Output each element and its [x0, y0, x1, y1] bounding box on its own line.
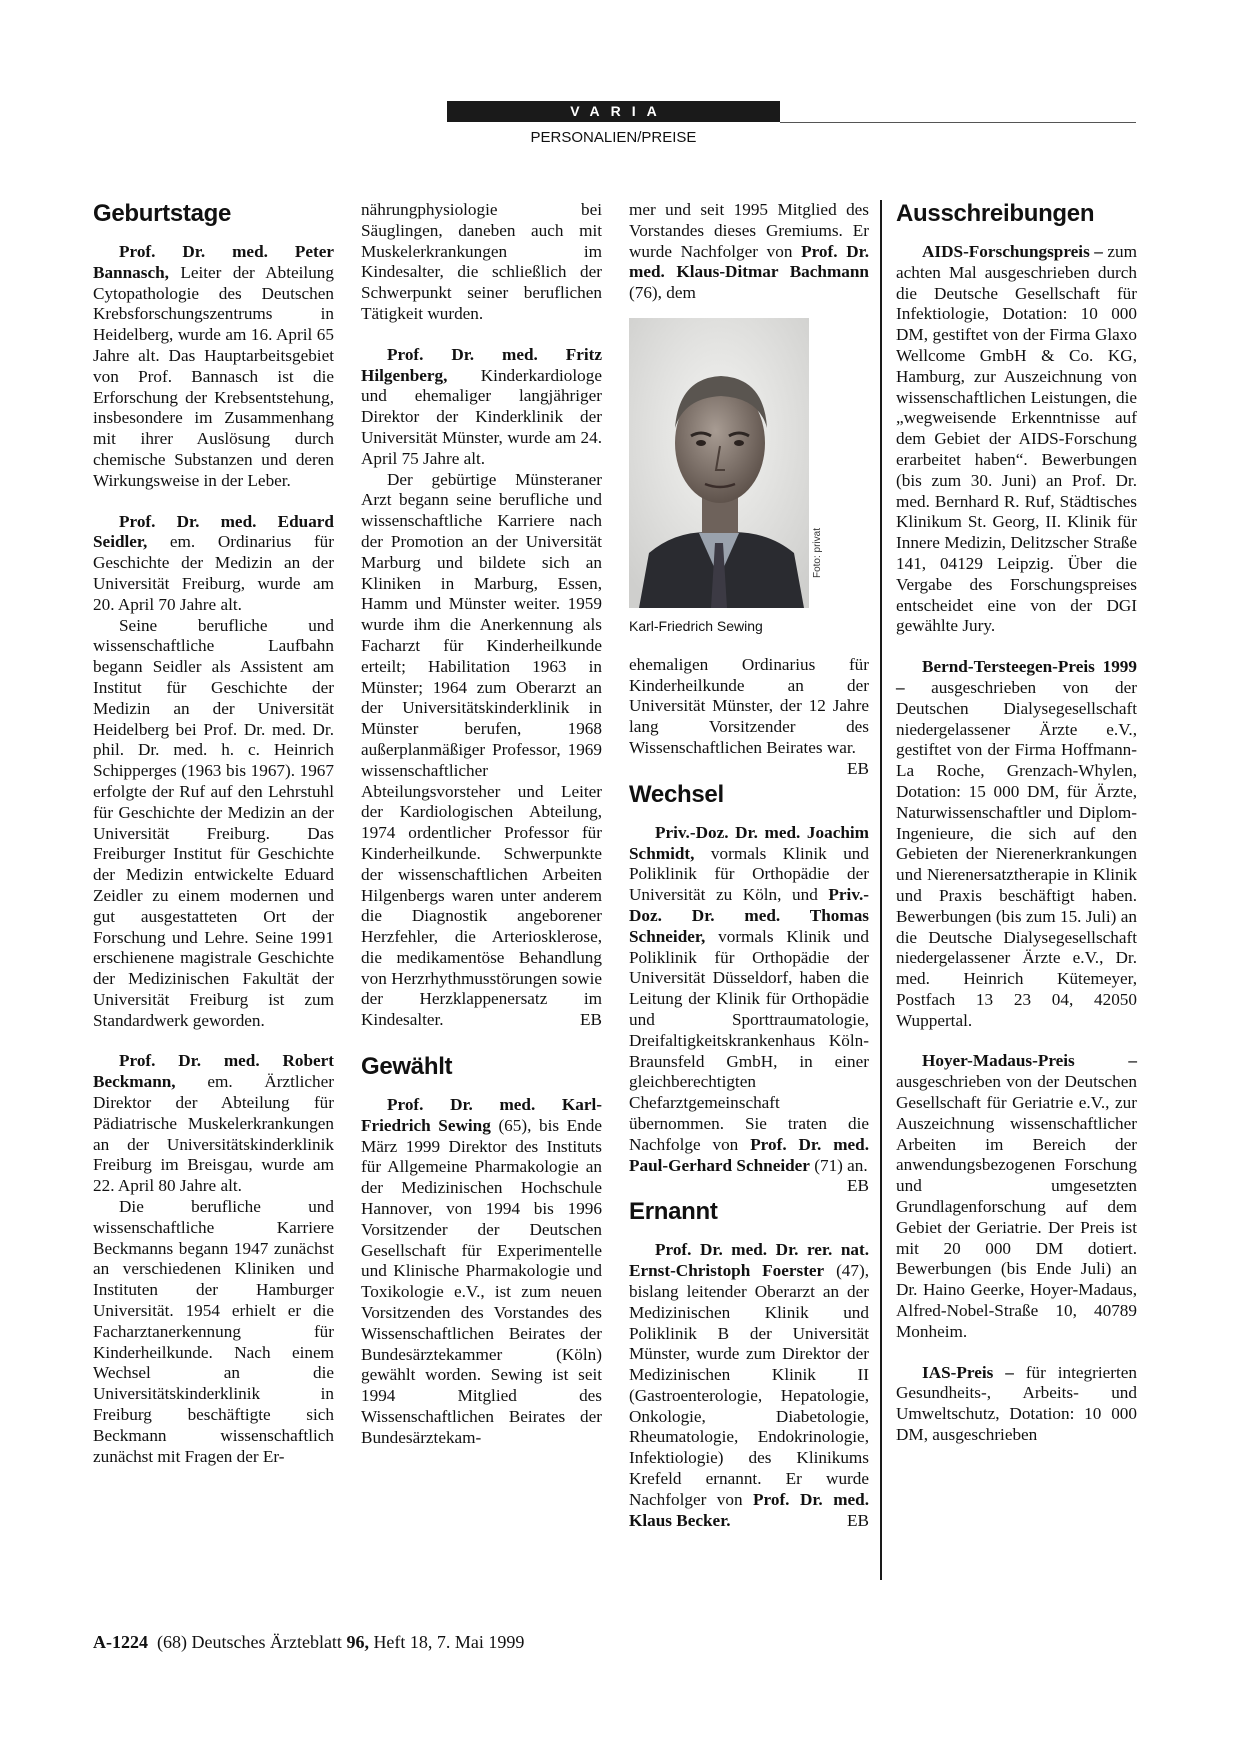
section-subheader: PERSONALIEN/PREISE: [530, 129, 697, 146]
name-schneider: Priv.-Doz. Dr. med. Thomas Schneider,: [629, 885, 869, 946]
entry-beckmann: [93, 1051, 334, 1197]
name-sewing: Prof. Dr. med. Karl-Friedrich Sewing: [361, 1095, 602, 1135]
name-tersteegen-preis: Bernd-Tersteegen-Preis 1999 –: [896, 657, 1137, 697]
entry-hoyer-madaus-preis: Hoyer-Madaus-Preis – ausgeschrieben von der Deutschen Gesellschaft für Geriatrie e.V., zur Auszeichnung wissenschaftlicher Arbeiten im Bereich der anwendungsbezogenen Forschung und umgesetzten Grundlagenforschung auf dem Gebiet der Geriatrie. Der Preis ist mit 20 000 DM dotiert. Bewerbungen (bis Ende Juli) an Dr. Haino Geerke, Hoyer-Madaus, Alfred-Nobel-Straße 10, 40789 Monheim.: [896, 1051, 1137, 1341]
text-seidler-2: Seine berufliche und wissenschaftliche Laufbahn begann Seidler als Assistent am Institut für Geschichte der Medizin an der Universität Heidelberg bei Prof. Dr. med. Dr. phil. Dr. med. h. c. Heinrich Schipperges (1963 bis 1967). 1967 erfolgte der Ruf auf den Lehrstuhl für Geschichte der Medizin an der Universität Freiburg. Das Freiburger Institut für Geschichte der Medizin entwickelte Eduard Zeidler zu einem modernen und gut ausgestatteten Ort der Forschung und Lehre. Seine 1991 erschienene magistrale Geschichte der Medizinischen Fakultät der Universität Freiburg ist zum Standardwerk geworden.: [93, 615, 334, 1030]
header-rule: [780, 122, 1136, 123]
entry-foerster: Prof. Dr. med. Dr. rer. nat. Ernst-Christoph Foerster (47), bislang leitender Oberarzt an der Medizinischen Klinik und Poliklinik B der Universität Münster, wurde zum Direktor der Medizinischen Klinik II (Gastroenterologie, Hepatologie, Onkologie, Diabetologie, Rheumatologie, Endokrinologie, Infektiologie) des Klinikums Krefeld ernannt. Er wurde Nachfolger von Prof. Dr. med. Klaus Becker. EB: [629, 1240, 869, 1530]
text-sewing-cont: mer und seit 1995 Mitglied des Vorstandes dieses Gremiums. Er wurde Nachfolger von Prof. Dr. med. Klaus-Ditmar Bachmann (76), dem: [629, 200, 869, 303]
entry-bannasch: [93, 242, 334, 492]
name-beckmann: Prof. Dr. med. Robert Beckmann,: [93, 1051, 334, 1092]
entry-tersteegen-preis: Bernd-Tersteegen-Preis 1999 – ausgeschrieben von der Deutschen Dialysegesellschaft niedergelassener Ärzte e.V., gestiftet von der Firma Hoffmann-La Roche, Grenzach-Whylen, Dotation: 15 000 DM, für Ärzte, Naturwissenschaftler und Diplom-Ingenieure, die sich auf den Gebieten der Nierenerkrankungen und Nierenersatztherapie in Klinik und Praxis beschäftigt haben. Bewerbungen (bis zum 15. Juli) an die Deutsche Dialysegesellschaft niedergelassener Ärzte e.V., Dr. med. Heinrich Kütemeyer, Postfach 13 23 04, 42050 Wuppertal.: [896, 657, 1137, 1030]
photo-credit: Foto: privat: [812, 527, 824, 579]
column-1: [93, 200, 334, 1467]
column-2: [361, 200, 602, 1449]
name-ias-preis: IAS-Preis –: [922, 1362, 1014, 1382]
name-hilgenberg: Prof. Dr. med. Fritz Hilgenberg,: [361, 344, 602, 385]
heading-wechsel: Wechsel: [629, 780, 724, 808]
text-sewing: (65), bis Ende März 1999 Direktor des Instituts für Allgemeine Pharmakologie an der Medizinischen Hochschule Hannover, von 1994 bis 1996 Vorsitzender der Deutschen Gesellschaft für Experimentelle und Klinische Pharmakologie und Toxikologie e.V., ist zum neuen Vorsitzenden des Vorstandes des Wissenschaftlichen Beirates der Bundesärztekammer (Köln) gewählt worden. Sewing ist seit 1994 Mitglied des Wissenschaftlichen Beirates der Bundesärztekam-: [361, 1115, 602, 1447]
entry-aids-preis: AIDS-Forschungspreis – zum achten Mal ausgeschrieben durch die Deutsche Gesellschaft für Infektiologie, Dotation: 10 000 DM, gestiftet von der Firma Glaxo Wellcome GmbH & Co. KG, Hamburg, zur Auszeichnung von wissenschaftlichen Leistungen, die „wegweisende Erkenntnisse auf dem Gebiet der AIDS-Forschung erarbeitet haben“. Bewerbungen (bis zum 30. Juni) an Prof. Dr. med. Bernhard R. Ruf, Städtisches Klinikum St. Georg, II. Klinik für Innere Medizin, Delitzscher Straße 141, 04129 Leipzig. Über die Vergabe des Forschungspreises entscheidet eine von der DGI gewählte Jury.: [896, 242, 1138, 636]
signature: EB: [847, 1510, 869, 1530]
page-number: A-1224: [93, 1632, 148, 1652]
entry-ias-preis: IAS-Preis – für integrierten Gesundheits-, Arbeits- und Umweltschutz, Dotation: 10 000 DM, ausgeschrieben: [896, 1362, 1138, 1445]
page-footer: [93, 1632, 524, 1653]
entry-sewing: [361, 1095, 602, 1449]
heading-ausschreibungen: Ausschreibungen: [896, 200, 1095, 227]
heading-ernannt: Ernannt: [629, 1198, 718, 1226]
signature: EB: [847, 1176, 869, 1196]
name-pg-schneider: Prof. Dr. med. Paul-Gerhard Schneider: [629, 1134, 869, 1175]
volume-number: 96,: [346, 1632, 369, 1652]
column-3: [629, 200, 869, 1531]
portrait-photo: [629, 318, 824, 608]
signature: EB: [580, 1010, 602, 1030]
entry-hilgenberg: [361, 345, 602, 470]
text-hilgenberg: Kinderkardiologe und ehemaliger langjähriger Direktor der Kinderklinik der Universität Münster, wurde am 24. April 75 Jahre alt.: [361, 365, 602, 468]
entry-seidler: [93, 512, 334, 616]
column-4: [896, 200, 1137, 1446]
text-hilgenberg-2: Der gebürtige Münsteraner Arzt begann seine berufliche und wissenschaftliche Karriere nach der Promotion an der Universität Marburg und bildete sich an Kliniken in Marburg, Essen, Hamm und Münster weiter. 1959 wurde ihm die Anerkennung als Facharzt für Kinderheilkunde erteilt; Habilitation 1963 in Münster; 1964 zum Oberarzt an der Universitätskinderklinik in Münster berufen, 1968 außerplanmäßiger Professor, 1969 wissenschaftlicher Abteilungsvorsteher und Leiter der Kardiologischen Abteilung, 1974 ordentlicher Professor für Kinderheilkunde. Schwerpunkte der wissenschaftlichen Arbeiten Hilgenbergs waren unter anderem die Diagnostik angeborener Herzfehler, die Arteriosklerose, die medikamentöse Behandlung von Herzrhythmusstörungen sowie der Herzklappenersatz im Kindesalter. EB: [361, 469, 602, 1030]
text-seidler: em. Ordinarius für Geschichte der Medizin an der Universität Freiburg, wurde am 20. April 70 Jahre alt.: [93, 532, 334, 614]
text-beckmann: em. Ärztlicher Direktor der Abteilung für Pädiatrische Muskelerkrankungen an der Universitätskinderklinik Freiburg im Breisgau, wurde am 22. April 80 Jahre alt.: [93, 1072, 334, 1196]
name-becker: Prof. Dr. med. Klaus Becker.: [629, 1489, 869, 1530]
text-beckmann-2: Die berufliche und wissenschaftliche Karriere Beckmanns begann 1947 zunächst an verschiedenen Kliniken und Instituten der Hamburger Universität. 1954 erhielt er die Facharztanerkennung für Kinderheilkunde. Nach einem Wechsel an die Universitätskinderklinik in Freiburg beschäftigte sich Beckmann wissenschaftlich zunächst mit Fragen der Er-: [93, 1197, 334, 1466]
name-aids-preis: AIDS-Forschungspreis –: [922, 242, 1103, 261]
entry-schmidt: Priv.-Doz. Dr. med. Joachim Schmidt, vormals Klinik und Poliklinik für Orthopädie der Universität zu Köln, und Priv.-Doz. Dr. med. Thomas Schneider, vormals Klinik und Poliklinik für Orthopädie der Universität Düsseldorf, haben die Leitung der Klinik für Orthopädie und Sporttraumatologie, Dreifaltigkeitskrankenhaus Köln-Braunsfeld GmbH, in einer gleichberechtigten Chefarztgemeinschaft übernommen. Sie traten die Nachfolge von Prof. Dr. med. Paul-Gerhard Schneider (71) an. EB: [629, 822, 869, 1196]
heading-geburtstage: Geburtstage: [93, 200, 232, 227]
text-beckmann-cont: nährungphysiologie bei Säuglingen, daneben auch mit Muskelerkrankungen im Kindesalter, die schließlich der Schwerpunkt seiner beruflichen Tätigkeit wurden.: [361, 200, 602, 323]
name-hoyer-madaus-preis: Hoyer-Madaus-Preis –: [922, 1051, 1137, 1071]
issue-date: Heft 18, 7. Mai 1999: [373, 1632, 525, 1652]
name-foerster: Prof. Dr. med. Dr. rer. nat. Ernst-Christoph Foerster: [629, 1240, 869, 1281]
signature: EB: [847, 758, 869, 778]
name-seidler: Prof. Dr. med. Eduard Seidler,: [93, 511, 334, 552]
column-separator: [880, 200, 882, 1580]
text-after-photo: ehemaligen Ordinarius für Kinderheilkunde an der Universität Münster, der 12 Jahre lang Vorsitzender des Wissenschaftlichen Beirates war. EB: [629, 654, 869, 778]
journal-name: (68) Deutsches Ärzteblatt: [157, 1632, 342, 1652]
heading-gewaehlt: Gewählt: [361, 1053, 453, 1081]
portrait-image: [629, 318, 809, 608]
text-bannasch: Leiter der Abteilung Cytopathologie des Deutschen Krebsforschungszentrums in Heidelberg, wurde am 16. April 65 Jahre alt. Das Hauptarbeitsgebiet von Prof. Bannasch ist die Erforschung der Krebsentstehung, insbesondere im Zusammenhang mit ihrer Auslösung durch chemische Substanzen und deren Wirkungsweise in der Leber.: [93, 262, 334, 490]
name-bachmann: Prof. Dr. med. Klaus-Ditmar Bachmann: [629, 241, 869, 282]
name-bannasch: Prof. Dr. med. Peter Bannasch,: [93, 242, 334, 282]
section-header: VARIA: [447, 101, 780, 122]
name-schmidt: Priv.-Doz. Dr. med. Joachim Schmidt,: [629, 822, 869, 863]
photo-caption: Karl-Friedrich Sewing: [629, 617, 763, 634]
